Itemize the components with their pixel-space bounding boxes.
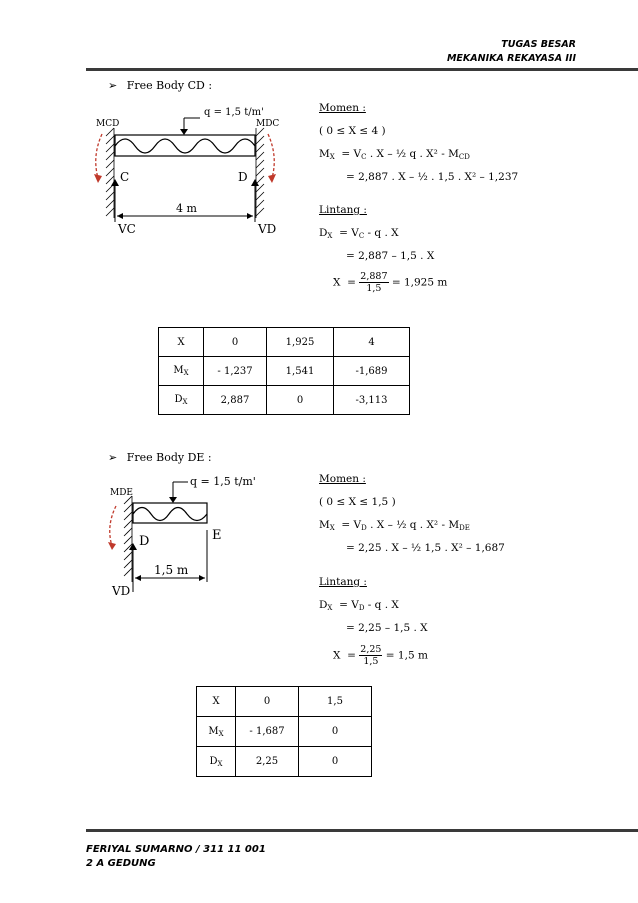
cd-moment-left-label: MCD xyxy=(96,119,120,129)
cd-node-right-label: D xyxy=(238,170,248,184)
moment-right-arc-icon xyxy=(268,134,274,178)
moment-left-arc-icon xyxy=(110,506,116,546)
de-momen-title: Momen : xyxy=(319,473,366,485)
table-cell: 0 xyxy=(299,747,372,777)
footer-author: FERIYAL SUMARNO / 311 11 001 xyxy=(86,844,266,855)
bullet-arrow-icon: ➢ xyxy=(108,451,118,464)
table-row xyxy=(159,386,410,415)
header-course-label: TUGAS BESAR xyxy=(501,39,576,50)
bullet-arrow-icon: ➢ xyxy=(108,79,118,92)
cd-mx-equation: $M_X = V_C$ . X – ½ q . $X^2 - M_{CD}$ xyxy=(319,148,470,161)
table-cell: 4 xyxy=(334,328,410,357)
dimension-arrow-right-icon xyxy=(199,575,205,581)
header-course-title: MEKANIKA REKAYASA III xyxy=(446,53,576,64)
table-cell: 0 xyxy=(267,386,334,415)
de-results-table xyxy=(196,686,372,777)
cd-x-solution: X = $\frac{2,887}{1,5}$ = 1,925 m xyxy=(333,271,448,294)
table-row xyxy=(197,747,372,777)
table-cell: 0 xyxy=(204,328,267,357)
right-support-hatch xyxy=(256,128,264,218)
table-cell: 2,25 xyxy=(236,747,299,777)
cd-dx-substituted: = 2,887 – 1,5 . X xyxy=(346,250,435,262)
cd-node-left-label: C xyxy=(120,170,130,184)
cd-load-label: q = 1,5 t/m' xyxy=(204,107,264,118)
de-node-right-label: E xyxy=(212,528,222,543)
dimension-arrow-right-icon xyxy=(247,213,253,219)
cd-frac-num: 2,887 xyxy=(360,271,388,282)
table-row xyxy=(197,717,372,747)
de-dx-equation: $D_X = V_D - q$ . X xyxy=(319,599,399,612)
de-length-label: 1,5 m xyxy=(154,563,189,577)
table-cell: $D_X$ xyxy=(159,386,204,415)
table-cell: 1,925 xyxy=(267,328,334,357)
table-row xyxy=(159,328,410,357)
section-cd-title-row xyxy=(108,79,212,92)
de-mx-substituted: = 2,25 . X – ½ 1,5 . X² – 1,687 xyxy=(346,542,505,554)
cd-frac-den: 1,5 xyxy=(366,283,382,294)
de-x-result: = 1,5 m xyxy=(385,649,428,662)
section-de-title-row xyxy=(108,451,212,464)
table-cell: 2,887 xyxy=(204,386,267,415)
table-cell: $M_X$ xyxy=(159,357,204,386)
table-cell: $M_X$ xyxy=(197,717,236,747)
distributed-load-wave xyxy=(133,508,207,521)
de-reaction-left-label: VD xyxy=(112,584,131,598)
table-cell: 1,5 xyxy=(299,687,372,717)
de-node-left-label: D xyxy=(139,534,150,549)
table-row xyxy=(197,687,372,717)
de-x-solution: X = $\frac{2,25}{1,5}$ = 1,5 m xyxy=(333,644,428,667)
cd-length-label: 4 m xyxy=(176,202,197,215)
left-support-hatch xyxy=(124,496,132,582)
cd-reaction-left-label: VC xyxy=(118,222,136,236)
footer-class: 2 A GEDUNG xyxy=(86,858,156,869)
moment-left-arc-icon xyxy=(96,134,102,178)
moment-left-arrowhead-icon xyxy=(108,542,116,550)
table-cell: 1,541 xyxy=(267,357,334,386)
section-cd-title: Free Body CD : xyxy=(126,79,213,92)
table-cell: -3,113 xyxy=(334,386,410,415)
table-cell: -1,689 xyxy=(334,357,410,386)
moment-left-arrowhead-icon xyxy=(94,174,102,183)
de-frac-den: 1,5 xyxy=(363,656,379,667)
header-rule xyxy=(86,68,638,71)
cd-results-table xyxy=(158,327,410,415)
cd-dx-equation: $D_X = V_C - q$ . X xyxy=(319,227,399,240)
footer-rule xyxy=(86,829,638,832)
table-cell: 0 xyxy=(299,717,372,747)
load-arrow-icon xyxy=(180,129,188,135)
table-row xyxy=(159,357,410,386)
distributed-load-wave xyxy=(115,139,255,153)
de-frac-num: 2,25 xyxy=(360,644,382,655)
de-load-label: q = 1,5 t/m' xyxy=(190,475,256,488)
cd-mx-substituted: = 2,887 . X – ½ . 1,5 . X² – 1,237 xyxy=(346,171,519,183)
cd-lintang-title: Lintang : xyxy=(319,204,367,216)
de-x-fraction xyxy=(359,644,382,667)
table-cell: 0 xyxy=(236,687,299,717)
section-de-title: Free Body DE : xyxy=(126,451,212,464)
de-moment-left-label: MDE xyxy=(110,488,134,498)
de-mx-equation: $M_X = V_D$ . X – ½ q . $X^2 - M_{DE}$ xyxy=(319,519,470,532)
de-dx-substituted: = 2,25 – 1,5 . X xyxy=(346,622,428,634)
cd-reaction-right-label: VD xyxy=(258,222,277,236)
reaction-vd-arrow-icon xyxy=(129,543,137,550)
reaction-vc-arrow-icon xyxy=(111,179,119,186)
page-header xyxy=(447,38,576,66)
moment-right-arrowhead-icon xyxy=(268,174,276,183)
dimension-arrow-left-icon xyxy=(117,213,123,219)
table-cell: - 1,687 xyxy=(236,717,299,747)
cd-moment-right-label: MDC xyxy=(256,119,280,129)
de-lintang-title: Lintang : xyxy=(319,576,367,588)
load-arrow-icon xyxy=(169,497,177,503)
table-cell: - 1,237 xyxy=(204,357,267,386)
cd-x-fraction xyxy=(359,271,388,294)
table-cell: X xyxy=(159,328,204,357)
dimension-arrow-left-icon xyxy=(135,575,141,581)
cd-x-result: = 1,925 m xyxy=(391,276,448,289)
de-momen-range: ( 0 ≤ X ≤ 1,5 ) xyxy=(319,496,396,508)
cd-momen-title: Momen : xyxy=(319,102,366,114)
table-cell: X xyxy=(197,687,236,717)
left-support-hatch xyxy=(106,128,114,218)
cd-momen-range: ( 0 ≤ X ≤ 4 ) xyxy=(319,125,386,137)
table-cell: $D_X$ xyxy=(197,747,236,777)
page-footer xyxy=(86,843,266,871)
